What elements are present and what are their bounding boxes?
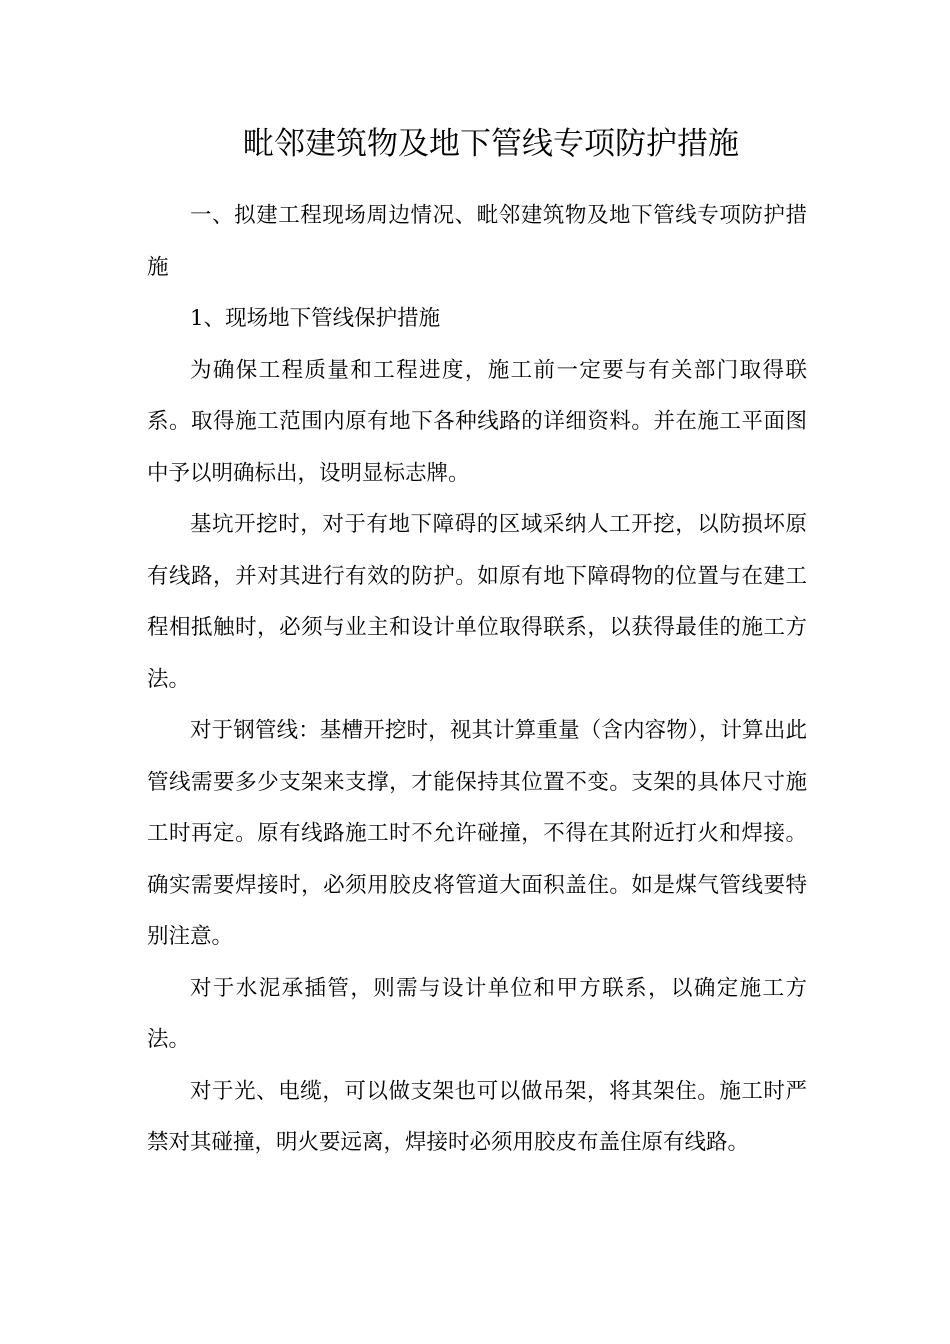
- body-paragraph: 对于光、电缆，可以做支架也可以做吊架，将其架住。施工时严禁对其碰撞，明火要远离，焊接时必须用胶皮布盖住原有线路。: [147, 1078, 807, 1155]
- body-paragraph: 为确保工程质量和工程进度，施工前一定要与有关部门取得联系。取得施工范围内原有地下各种线路的详细资料。并在施工平面图中予以明确标出，设明显标志牌。: [147, 357, 807, 486]
- body-paragraph: 对于水泥承插管，则需与设计单位和甲方联系，以确定施工方法。: [147, 975, 807, 1052]
- body-paragraph: 对于钢管线：基槽开挖时，视其计算重量（含内容物），计算出此管线需要多少支架来支撑，才能保持其位置不变。支架的具体尺寸施工时再定。原有线路施工时不允许碰撞，不得在其附近打火和焊接。确实需要焊接时，必须用胶皮将管道大面积盖住。如是煤气管线要特别注意。: [147, 718, 807, 949]
- document-title: 毗邻建筑物及地下管线专项防护措施: [243, 126, 739, 162]
- body-paragraph: 基坑开挖时，对于有地下障碍的区域采纳人工开挖，以防损坏原有线路，并对其进行有效的防护。如原有地下障碍物的位置与在建工程相抵触时，必须与业主和设计单位取得联系，以获得最佳的施工方法。: [147, 512, 807, 692]
- subsection-heading: 1、现场地下管线保护措施: [190, 306, 441, 331]
- document-body: [147, 190, 807, 1169]
- section-heading: 一、拟建工程现场周边情况、毗邻建筑物及地下管线专项防护措施: [147, 203, 807, 280]
